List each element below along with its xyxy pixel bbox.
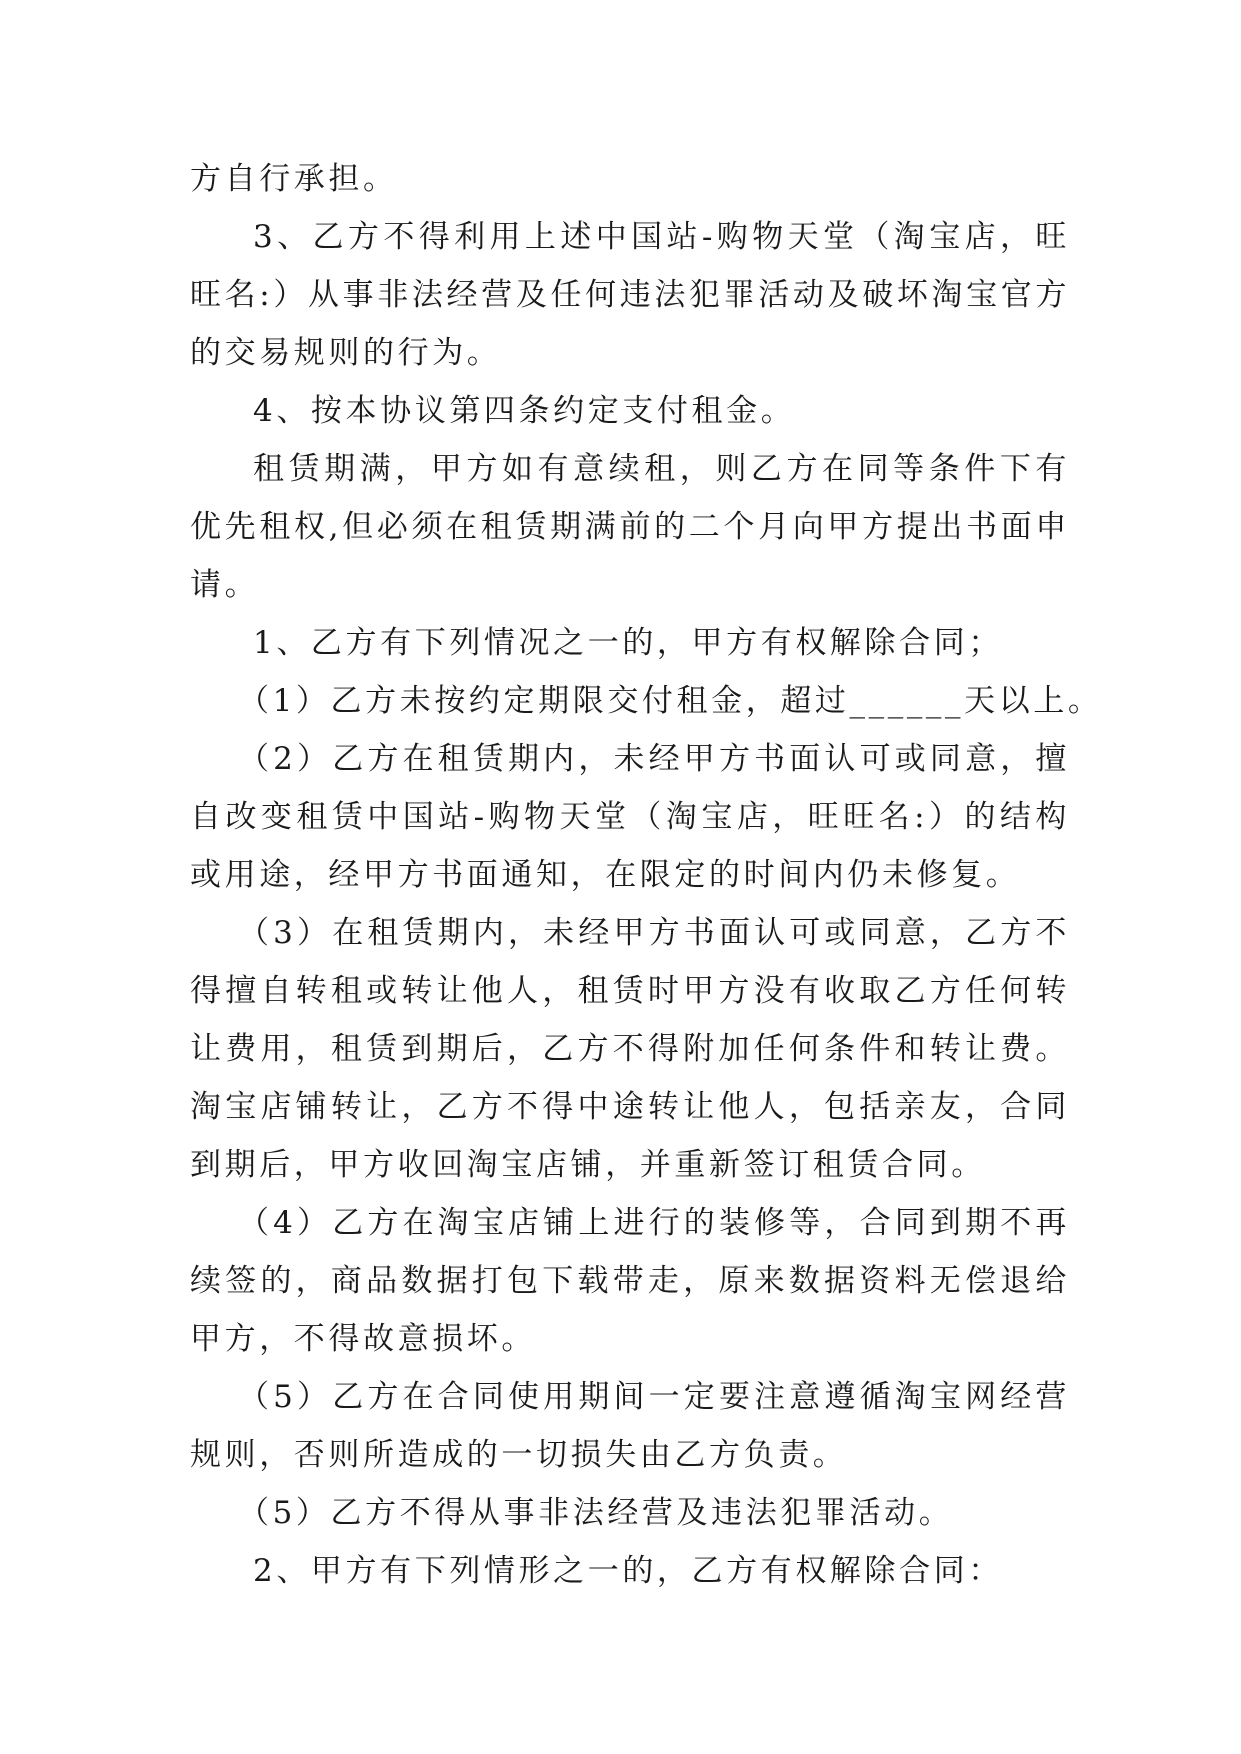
paragraph-item-2: （2）乙方在租赁期内，未经甲方书面认可或同意，擅自改变租赁中国站-购物天堂（淘宝店，旺旺名:）的结构或用途，经甲方书面通知，在限定的时间内仍未修复。 bbox=[190, 741, 1070, 893]
paragraph-clause-3: 3、乙方不得利用上述中国站-购物天堂（淘宝店，旺旺名:）从事非法经营及任何违法犯罪活动及破坏淘宝官方的交易规则的行为。 bbox=[190, 219, 1070, 371]
paragraph-item-5b: （5）乙方不得从事非法经营及违法犯罪活动。 bbox=[238, 1495, 954, 1531]
paragraph-party-a-termination: 1、乙方有下列情况之一的，甲方有权解除合同； bbox=[253, 625, 1003, 661]
paragraph-lease-renewal: 租赁期满，甲方如有意续租，则乙方在同等条件下有优先租权,但必须在租赁期满前的二个月向甲方提出书面申请。 bbox=[190, 451, 1070, 603]
paragraph-item-4: （4）乙方在淘宝店铺上进行的装修等，合同到期不再续签的，商品数据打包下载带走，原来数据资料无偿退给甲方，不得故意损坏。 bbox=[190, 1205, 1070, 1357]
paragraph-continuation: 方自行承担。 bbox=[190, 161, 398, 197]
paragraph-item-3: （3）在租赁期内，未经甲方书面认可或同意，乙方不得擅自转租或转让他人，租赁时甲方没有收取乙方任何转让费用，租赁到期后，乙方不得附加任何条件和转让费。淘宝店铺转让，乙方不得中途转让他人，包括亲友，合同到期后，甲方收回淘宝店铺，并重新签订租赁合同。 bbox=[190, 915, 1070, 1183]
paragraph-item-1: （1）乙方未按约定期限交付租金，超过______天以上。 bbox=[238, 683, 1103, 719]
paragraph-clause-4: 4、按本协议第四条约定支付租金。 bbox=[253, 393, 796, 429]
document-body bbox=[190, 150, 1103, 1600]
paragraph-party-b-termination: 2、甲方有下列情形之一的，乙方有权解除合同： bbox=[253, 1553, 1003, 1589]
paragraph-item-5a: （5）乙方在合同使用期间一定要注意遵循淘宝网经营规则，否则所造成的一切损失由乙方负责。 bbox=[190, 1379, 1070, 1473]
